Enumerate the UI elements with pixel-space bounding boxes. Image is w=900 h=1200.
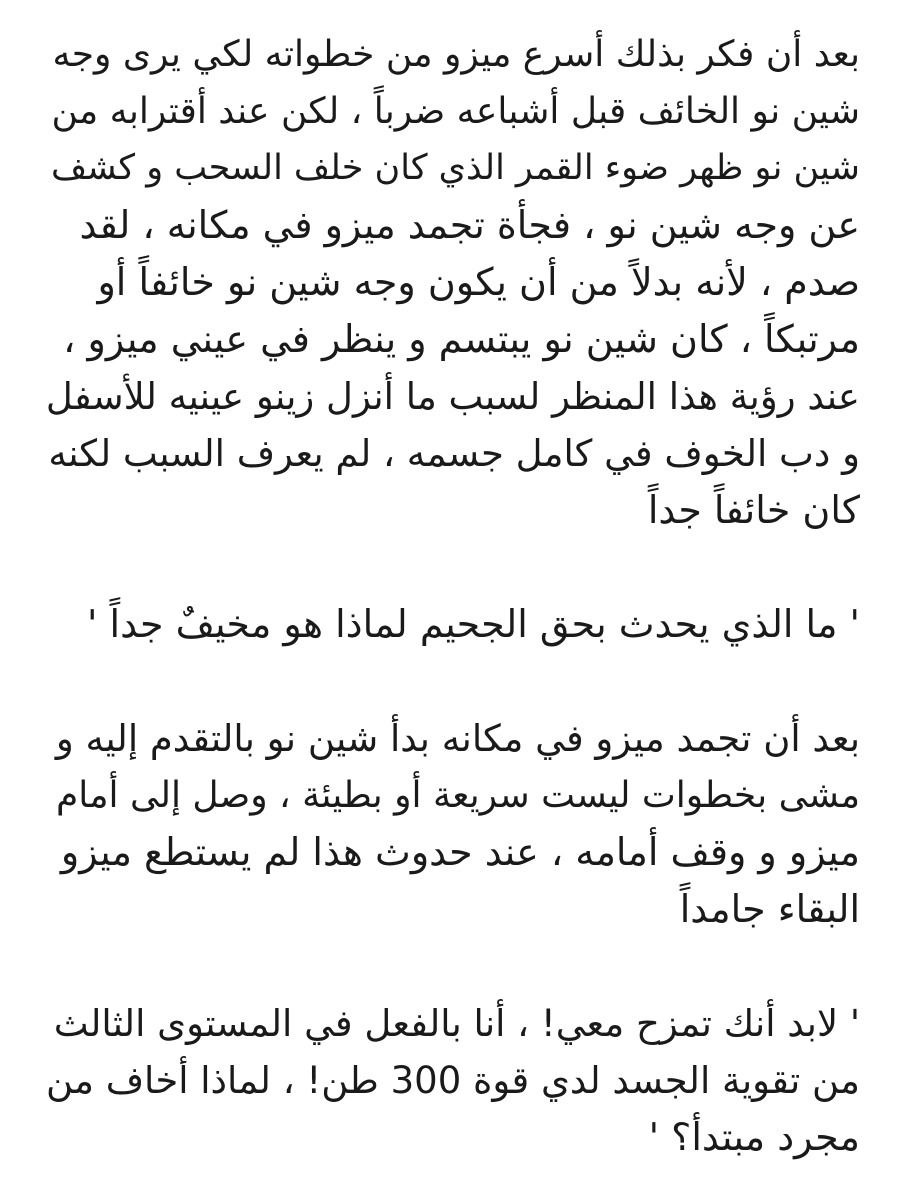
text-line: شين نو ظهر ضوء القمر الذي كان خلف السحب و كشف bbox=[50, 148, 860, 188]
text-line: من تقوية الجسد لدي قوة 300 طن! ، لماذا أخاف من bbox=[45, 1059, 860, 1102]
story-paragraph-2 bbox=[40, 710, 860, 938]
text-line: بعد أن تجمد ميزو في مكانه بدأ شين نو بالتقدم إليه و bbox=[55, 717, 860, 760]
text-line: ' ما الذي يحدث بحق الجحيم لماذا هو مخيفٌ جداً ' bbox=[87, 602, 860, 646]
text-line: ' لابد أنك تمزح معي! ، أنا بالفعل في المستوى الثالث bbox=[53, 1002, 860, 1045]
story-thought-2 bbox=[40, 995, 860, 1166]
text-line: و دب الخوف في كامل جسمه ، لم يعرف السبب لكنه bbox=[48, 432, 860, 475]
text-line: مجرد مبتدأ؟ ' bbox=[648, 1115, 860, 1159]
text-line: شين نو الخائف قبل أشباعه ضرباً ، لكن عند أقترابه من bbox=[51, 91, 860, 132]
text-line: مشى بخطوات ليست سريعة أو بطيئة ، وصل إلى أمام bbox=[55, 775, 860, 816]
text-line: بعد أن فكر بذلك أسرع ميزو من خطواته لكي يرى وجه bbox=[52, 34, 860, 75]
text-line: ميزو و وقف أمامه ، عند حدوث هذا لم يستطع ميزو bbox=[60, 830, 860, 874]
text-line: صدم ، لأنه بدلاً من أن يكون وجه شين نو خائفاً أو bbox=[97, 260, 860, 304]
paragraph-gap bbox=[40, 938, 860, 995]
text-line: كان خائفاً جداً bbox=[647, 488, 860, 532]
story-paragraph-1 bbox=[40, 26, 860, 539]
paragraph-gap bbox=[40, 653, 860, 710]
text-line: عند رؤية هذا المنظر لسبب ما أنزل زينو عينيه للأسفل bbox=[45, 375, 860, 418]
text-line: مرتبكاً ، كان شين نو يبتسم و ينظر في عيني ميزو ، bbox=[63, 317, 860, 361]
text-line: عن وجه شين نو ، فجأة تجمد ميزو في مكانه ، لقد bbox=[79, 203, 860, 247]
text-line: البقاء جامداً bbox=[679, 887, 860, 931]
paragraph-gap bbox=[40, 539, 860, 596]
story-thought-1 bbox=[40, 596, 860, 653]
